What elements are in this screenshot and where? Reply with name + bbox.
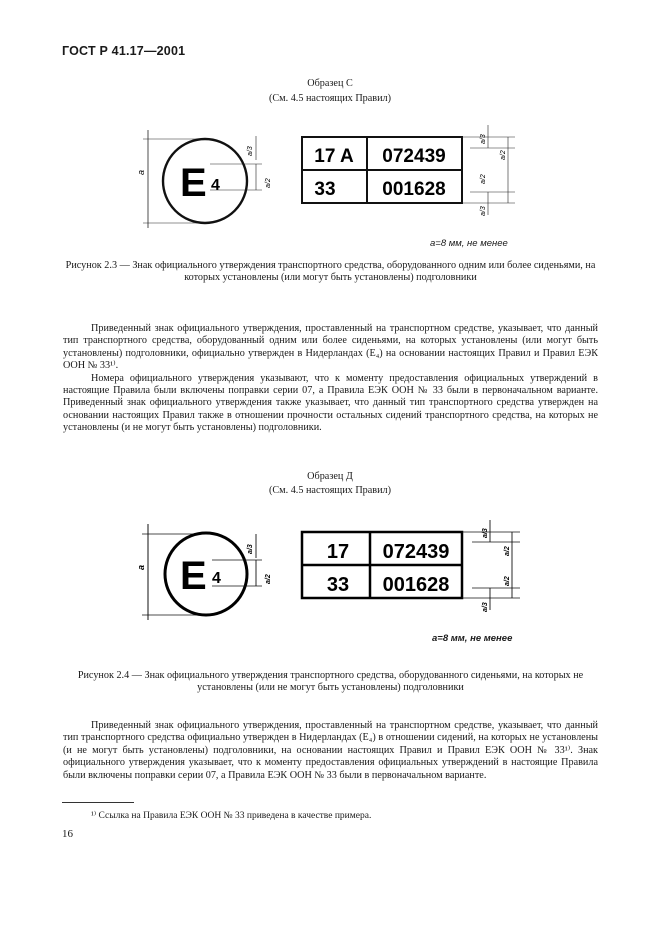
dim-a3-label: a/3 xyxy=(247,544,254,554)
row2-left: 33 xyxy=(314,179,336,200)
dim-a3-label: a/3 xyxy=(480,134,487,144)
e-number: 4 xyxy=(212,570,221,587)
row2-right: 001628 xyxy=(382,574,450,596)
e-letter: E xyxy=(180,161,207,205)
document-header: ГОСТ Р 41.17—2001 xyxy=(62,44,186,58)
figure-2-4 xyxy=(0,512,661,632)
row1-right: 072439 xyxy=(382,541,450,563)
size-note-d: a=8 мм, не менее xyxy=(432,633,513,644)
dim-a3-label: a/3 xyxy=(247,146,254,156)
size-note-c: a=8 мм, не менее xyxy=(430,238,508,249)
page-number: 16 xyxy=(62,828,73,840)
dim-a2-label: a/2 xyxy=(504,576,511,586)
row1-right: 072439 xyxy=(382,146,446,167)
dim-a2-label: a/2 xyxy=(480,174,487,184)
e-number: 4 xyxy=(211,177,220,194)
dim-a2-label: a/2 xyxy=(504,546,511,556)
sample-d-subtitle: (См. 4.5 настоящих Правил) xyxy=(268,485,392,496)
row1-left: 17 xyxy=(326,541,350,563)
dim-a3-label: a/3 xyxy=(480,206,487,216)
e-letter: E xyxy=(180,554,207,598)
footnote: ¹⁾ Ссылка на Правила ЕЭК ООН № 33 приведена в качестве примера. xyxy=(91,811,372,821)
footnote-rule xyxy=(62,802,134,803)
dim-a2-label: a/2 xyxy=(265,574,272,584)
sample-c-subtitle: (См. 4.5 настоящих Правил) xyxy=(268,93,392,104)
paragraph-3: Приведенный знак официального утверждения, проставленный на транспортном средстве, указывает, что данный тип транспортного средства официально утвержден в Нидерландах (E₄) в отношении сидений, на которых не установлены (и не могут быть установлены) подголовники, на основании настоящих Правил и Правил ЕЭК ООН № 33¹⁾. Знак официального утверждения указывает, что к моменту предоставления официальных утверждений в настоящие Правила были включены поправки серии 07, а Правила ЕЭК ООН № 33 были в первоначальном варианте. xyxy=(63,720,598,781)
row2-right: 001628 xyxy=(382,179,446,200)
caption-2-4: Рисунок 2.4 — Знак официального утверждения транспортного средства, оборудованного сиденьями, на которых не установлены (или не могут быть установлены) подголовники xyxy=(77,670,584,694)
paragraph-1: Приведенный знак официального утверждения, проставленный на транспортном средстве, указывает, что данный тип транспортного средства, оборудованный одним или более сиденьями, на которых установлены (или могут быть установлены) подголовники, официально утвержден в Нидерландах (E₄) на основании настоящих Правил и Правил ЕЭК ООН № 33¹⁾. Номера официального утверждения указывают, что к моменту предоставления официальных утверждений в настоящие Правила были включены поправки серии 07, а Правила ЕЭК ООН № 33 были в первоначальном варианте. Приведенный знак официального утверждения также указывает, что данный тип транспортного средства утвержден на основании настоящих Правил также в отношении прочности остальных сидений транспортного средства, на которых не установлены (и не могут быть установлены) подголовники. xyxy=(63,323,598,434)
dim-a2-label: a/2 xyxy=(265,178,272,188)
dim-a2-label: a/2 xyxy=(500,150,507,160)
dim-a3-label: a/3 xyxy=(482,528,489,538)
dim-a-label: a xyxy=(136,564,146,570)
row1-left: 17 A xyxy=(314,146,354,167)
paragraph-2: Номера официального утверждения указывают, что к моменту предоставления официальных утверждений в настоящие Правила были включены поправки серии 07, а Правила ЕЭК ООН № 33 были в первоначальном варианте. Приведенный знак официального утверждения также указывает, что данный тип транспортного средства утвержден на основании настоящих Правил также в отношении прочности остальных сидений транспортного средства, на которых не установлены (и не могут быть установлены) подголовники. xyxy=(63,372,598,434)
figure-2-3 xyxy=(0,120,661,240)
sample-c-title: Образец С xyxy=(307,78,353,89)
dim-a3-label: a/3 xyxy=(482,602,489,612)
row2-left: 33 xyxy=(326,574,350,596)
caption-2-3: Рисунок 2.3 — Знак официального утверждения транспортного средства, оборудованного одним или более сиденьями, на которых установлены (или могут быть установлены) подголовники xyxy=(65,260,596,284)
dim-a-label: a xyxy=(136,169,146,175)
sample-d-title: Образец Д xyxy=(307,471,353,482)
